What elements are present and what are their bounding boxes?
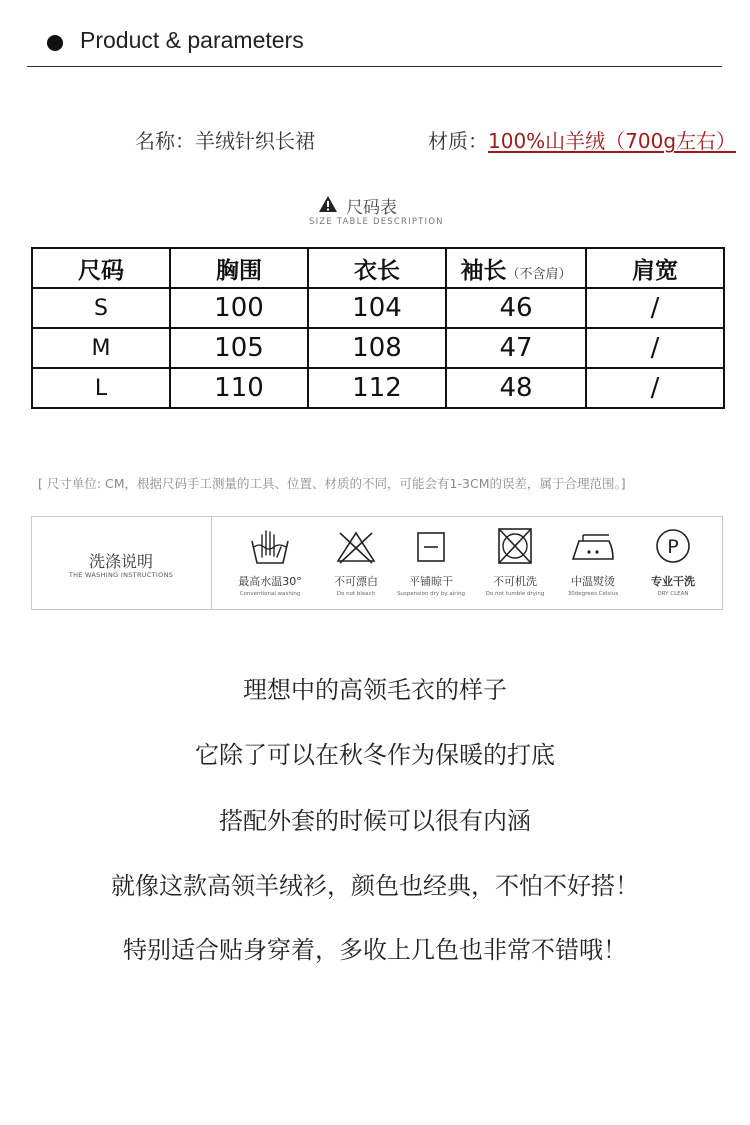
wash-item-dry-flat bbox=[392, 527, 470, 597]
header-sleeve bbox=[446, 248, 586, 288]
no-bleach-icon bbox=[334, 527, 378, 567]
description-line: 理想中的高领毛衣的样子 bbox=[243, 676, 507, 704]
dry-clean-symbol: P bbox=[667, 536, 679, 558]
table-row bbox=[32, 328, 724, 368]
wash-item-dry-clean bbox=[634, 527, 712, 597]
wash-label: 不可漂白 bbox=[334, 575, 378, 588]
washing-subtitle: THE WASHING INSTRUCTIONS bbox=[68, 571, 174, 579]
wash-label: 最高水温30° bbox=[238, 575, 302, 588]
material-label: 材质： bbox=[428, 129, 488, 153]
cell-shoulder: / bbox=[586, 288, 724, 328]
size-chart-title: 尺码表 bbox=[346, 198, 397, 218]
cell-sleeve: 48 bbox=[446, 368, 586, 408]
cell-size: L bbox=[32, 368, 170, 408]
washing-divider bbox=[211, 516, 212, 610]
wash-label: 不可机洗 bbox=[493, 575, 537, 588]
wash-en: Suspension dry by airing bbox=[396, 591, 466, 597]
product-material bbox=[428, 125, 736, 154]
dry-clean-p-icon bbox=[651, 527, 695, 567]
header-divider bbox=[27, 66, 722, 67]
warning-triangle-icon bbox=[318, 195, 338, 213]
header-size: 尺码 bbox=[32, 248, 170, 288]
size-table bbox=[31, 247, 725, 409]
wash-en: Conventional washing bbox=[239, 591, 301, 597]
no-tumble-dry-icon bbox=[493, 527, 537, 567]
description-line: 搭配外套的时候可以很有内涵 bbox=[219, 807, 531, 835]
wash-en: 30degrees Celsius bbox=[567, 591, 619, 597]
hand-wash-30-icon bbox=[248, 527, 292, 567]
wash-label: 专业干洗 bbox=[651, 575, 695, 588]
wash-en: Do not bleach bbox=[336, 591, 376, 597]
cell-chest: 105 bbox=[170, 328, 308, 368]
cell-length: 112 bbox=[308, 368, 446, 408]
description-line: 它除了可以在秋冬作为保暖的打底 bbox=[195, 741, 555, 769]
table-row bbox=[32, 368, 724, 408]
wash-en: DRY CLEAN bbox=[657, 591, 689, 597]
washing-title: 洗涤说明 bbox=[88, 552, 153, 571]
cell-shoulder: / bbox=[586, 368, 724, 408]
cell-chest: 100 bbox=[170, 288, 308, 328]
wash-item-handwash bbox=[231, 527, 309, 597]
wash-en: Do not tumble drying bbox=[485, 591, 545, 597]
cell-chest: 110 bbox=[170, 368, 308, 408]
cell-size: S bbox=[32, 288, 170, 328]
wash-label: 中温熨烫 bbox=[571, 575, 615, 588]
cell-sleeve: 46 bbox=[446, 288, 586, 328]
cell-shoulder: / bbox=[586, 328, 724, 368]
section-title: Product & parameters bbox=[80, 27, 304, 53]
description-line: 特别适合贴身穿着，多收上几色也非常不错哦！ bbox=[123, 936, 627, 964]
wash-item-no-tumble bbox=[476, 527, 554, 597]
cell-size: M bbox=[32, 328, 170, 368]
header-length: 衣长 bbox=[308, 248, 446, 288]
cell-length: 108 bbox=[308, 328, 446, 368]
wash-item-iron bbox=[554, 527, 632, 597]
header-shoulder: 肩宽 bbox=[586, 248, 724, 288]
header-chest: 胸围 bbox=[170, 248, 308, 288]
size-chart-subtitle: SIZE TABLE DESCRIPTION bbox=[309, 217, 444, 227]
description-line: 就像这款高领羊绒衫，颜色也经典，不怕不好搭！ bbox=[111, 872, 639, 900]
bullet-dot bbox=[47, 35, 63, 51]
cell-length: 104 bbox=[308, 288, 446, 328]
cell-sleeve: 47 bbox=[446, 328, 586, 368]
header-sleeve-note: （不含肩） bbox=[506, 266, 572, 282]
table-header-row bbox=[32, 248, 724, 288]
dry-flat-icon bbox=[409, 527, 453, 567]
iron-medium-icon bbox=[569, 527, 617, 567]
wash-item-no-bleach bbox=[317, 527, 395, 597]
measurement-note: [ 尺寸单位: CM，根据尺码手工测量的工具、位置、材质的不同，可能会有1-3CM的误差，属于合理范围。] bbox=[38, 476, 626, 491]
header-sleeve-label: 袖长 bbox=[460, 257, 507, 284]
product-name: 名称：羊绒针织长裙 bbox=[135, 129, 315, 153]
wash-label: 平铺晾干 bbox=[409, 575, 453, 588]
material-value: 100%山羊绒（700g左右） bbox=[488, 129, 737, 153]
table-row bbox=[32, 288, 724, 328]
